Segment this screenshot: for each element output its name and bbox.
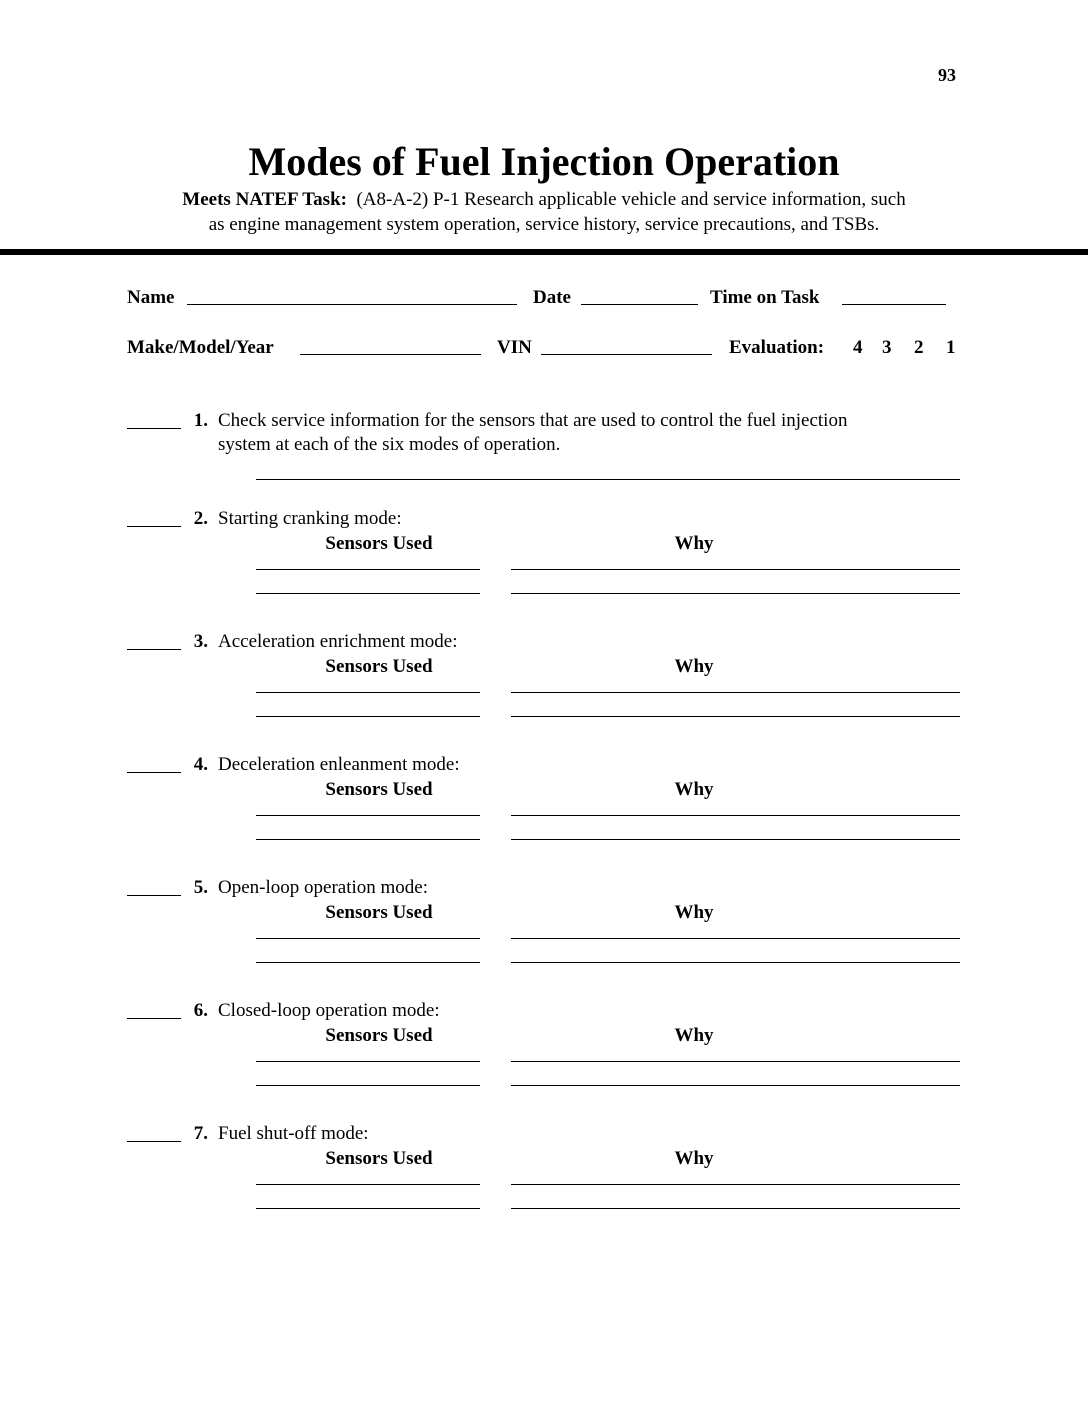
item1-text-line2: system at each of the six modes of operation. bbox=[218, 434, 561, 455]
mode6-sensors-answer-line-1[interactable] bbox=[256, 1061, 480, 1062]
evaluation-score-4[interactable]: 4 bbox=[853, 337, 863, 358]
mode7-number: 7. bbox=[193, 1123, 208, 1144]
mode2-label: Starting cranking mode: bbox=[218, 508, 402, 529]
mode4-number: 4. bbox=[193, 754, 208, 775]
task-description-line2: as engine management system operation, service history, service precautions, and TSBs. bbox=[208, 214, 880, 235]
mode2-why-header: Why bbox=[674, 533, 714, 554]
mode7-why-header: Why bbox=[674, 1148, 714, 1169]
mode2-checkoff-blank[interactable] bbox=[127, 526, 181, 527]
mode4-why-answer-line-1[interactable] bbox=[511, 815, 960, 816]
make-model-year-field[interactable] bbox=[300, 354, 481, 355]
mode7-why-answer-line-2[interactable] bbox=[511, 1208, 960, 1209]
mode4-sensors-used-header: Sensors Used bbox=[325, 779, 433, 800]
mode3-sensors-answer-line-1[interactable] bbox=[256, 692, 480, 693]
date-label: Date bbox=[533, 287, 571, 308]
mode7-sensors-answer-line-2[interactable] bbox=[256, 1208, 480, 1209]
mode3-sensors-used-header: Sensors Used bbox=[325, 656, 433, 677]
mode2-number: 2. bbox=[193, 508, 208, 529]
mode3-label: Acceleration enrichment mode: bbox=[218, 631, 458, 652]
mode2-why-answer-line-1[interactable] bbox=[511, 569, 960, 570]
mode3-checkoff-blank[interactable] bbox=[127, 649, 181, 650]
mode5-sensors-answer-line-1[interactable] bbox=[256, 938, 480, 939]
page-number: 93 bbox=[938, 65, 956, 85]
mode7-sensors-used-header: Sensors Used bbox=[325, 1148, 433, 1169]
mode4-sensors-answer-line-2[interactable] bbox=[256, 839, 480, 840]
mode6-number: 6. bbox=[193, 1000, 208, 1021]
mode6-why-header: Why bbox=[674, 1025, 714, 1046]
task-label: Meets NATEF Task: bbox=[182, 189, 347, 210]
mode7-checkoff-blank[interactable] bbox=[127, 1141, 181, 1142]
mode5-why-header: Why bbox=[674, 902, 714, 923]
mode6-checkoff-blank[interactable] bbox=[127, 1018, 181, 1019]
mode5-checkoff-blank[interactable] bbox=[127, 895, 181, 896]
mode3-why-answer-line-2[interactable] bbox=[511, 716, 960, 717]
date-field[interactable] bbox=[581, 304, 698, 305]
item1-checkoff-blank[interactable] bbox=[127, 428, 181, 429]
mode4-checkoff-blank[interactable] bbox=[127, 772, 181, 773]
task-description-line1 bbox=[0, 190, 1088, 209]
make-model-year-label: Make/Model/Year bbox=[127, 337, 274, 358]
time-on-task-label: Time on Task bbox=[710, 287, 820, 308]
time-on-task-field[interactable] bbox=[842, 304, 946, 305]
item1-number: 1. bbox=[193, 410, 208, 431]
mode5-sensors-used-header: Sensors Used bbox=[325, 902, 433, 923]
mode7-label: Fuel shut-off mode: bbox=[218, 1123, 369, 1144]
item1-text-line1: Check service information for the sensors that are used to control the fuel injection bbox=[218, 410, 848, 431]
mode3-sensors-answer-line-2[interactable] bbox=[256, 716, 480, 717]
vin-label: VIN bbox=[497, 337, 532, 358]
mode2-sensors-used-header: Sensors Used bbox=[325, 533, 433, 554]
mode5-why-answer-line-1[interactable] bbox=[511, 938, 960, 939]
evaluation-score-3[interactable]: 3 bbox=[882, 337, 892, 358]
mode5-sensors-answer-line-2[interactable] bbox=[256, 962, 480, 963]
mode4-label: Deceleration enleanment mode: bbox=[218, 754, 460, 775]
item1-answer-line[interactable] bbox=[256, 479, 960, 480]
mode4-why-header: Why bbox=[674, 779, 714, 800]
name-label: Name bbox=[127, 287, 175, 308]
evaluation-score-2[interactable]: 2 bbox=[914, 337, 924, 358]
name-field[interactable] bbox=[187, 304, 517, 305]
mode6-sensors-answer-line-2[interactable] bbox=[256, 1085, 480, 1086]
task-text: (A8-A-2) P-1 Research applicable vehicle and service information, such bbox=[356, 189, 906, 210]
mode3-number: 3. bbox=[193, 631, 208, 652]
mode3-why-header: Why bbox=[674, 656, 714, 677]
evaluation-label: Evaluation: bbox=[729, 337, 825, 358]
mode5-number: 5. bbox=[193, 877, 208, 898]
mode4-why-answer-line-2[interactable] bbox=[511, 839, 960, 840]
mode2-sensors-answer-line-2[interactable] bbox=[256, 593, 480, 594]
mode7-why-answer-line-1[interactable] bbox=[511, 1184, 960, 1185]
mode4-sensors-answer-line-1[interactable] bbox=[256, 815, 480, 816]
mode6-why-answer-line-2[interactable] bbox=[511, 1085, 960, 1086]
page-title: Modes of Fuel Injection Operation bbox=[248, 139, 840, 184]
mode2-why-answer-line-2[interactable] bbox=[511, 593, 960, 594]
vin-field[interactable] bbox=[541, 354, 712, 355]
header-divider bbox=[0, 249, 1088, 255]
mode2-sensors-answer-line-1[interactable] bbox=[256, 569, 480, 570]
mode6-why-answer-line-1[interactable] bbox=[511, 1061, 960, 1062]
mode6-sensors-used-header: Sensors Used bbox=[325, 1025, 433, 1046]
mode5-why-answer-line-2[interactable] bbox=[511, 962, 960, 963]
mode7-sensors-answer-line-1[interactable] bbox=[256, 1184, 480, 1185]
mode5-label: Open-loop operation mode: bbox=[218, 877, 429, 898]
mode3-why-answer-line-1[interactable] bbox=[511, 692, 960, 693]
evaluation-score-1[interactable]: 1 bbox=[946, 337, 956, 358]
mode6-label: Closed-loop operation mode: bbox=[218, 1000, 440, 1021]
